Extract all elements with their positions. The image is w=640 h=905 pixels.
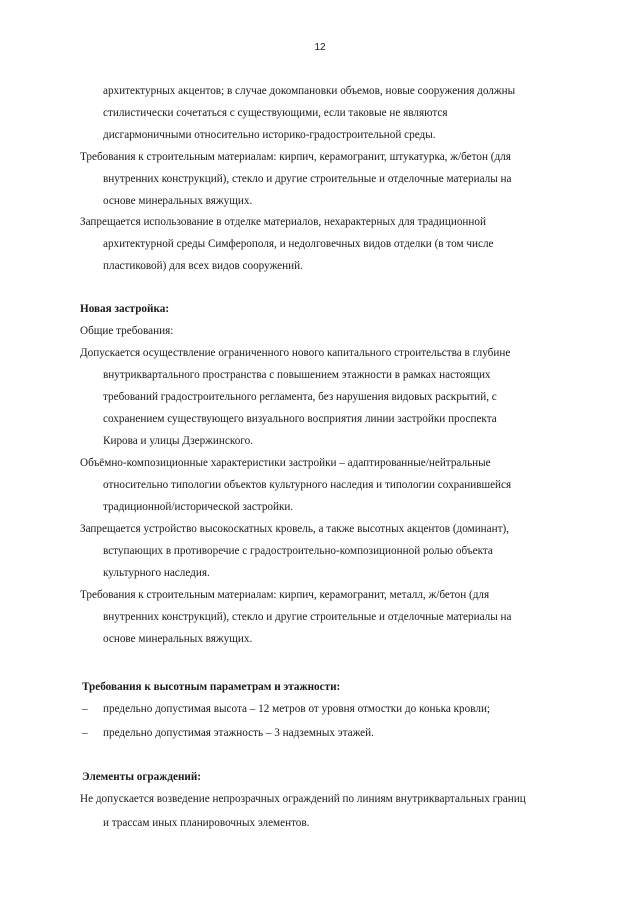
list-item: предельно допустимая этажность – 3 надземных этажей. [103,727,374,739]
text-line: внутренних конструкций), стекло и другие строительные и отделочные материалы на [103,611,512,623]
text-line: основе минеральных вяжущих. [103,195,253,207]
text-line: культурного наследия. [103,567,210,579]
text-line: традиционной/исторической застройки. [103,501,294,513]
section-heading: Новая застройка: [80,303,170,315]
text-line: пластиковой) для всех видов сооружений. [103,260,303,272]
text-line: Допускается осуществление ограниченного нового капитального строительства в глубине [80,347,511,359]
text-line: стилистически сочетаться с существующими, если таковые не являются [103,107,448,119]
page-number: 12 [314,42,326,53]
list-bullet: – [82,703,88,715]
text-line: вступающих в противоречие с градостроительно-композиционной ролью объекта [103,545,493,557]
text-line: Не допускается возведение непрозрачных ограждений по линиям внутриквартальных границ [80,793,526,805]
text-line: Запрещается устройство высокоскатных кровель, а также высотных акцентов (доминант), [80,523,510,535]
text-line: Кирова и улицы Дзержинского. [103,435,254,447]
section-heading: Элементы ограждений: [82,771,202,783]
text-line: дисгармоничными относительно историко-градостроительной среды. [103,129,436,141]
text-line: Требования к строительным материалам: кирпич, керамогранит, штукатурка, ж/бетон (для [80,151,511,163]
text-line: и трассам иных планировочных элементов. [103,817,310,829]
text-line: внутренних конструкций), стекло и другие строительные и отделочные материалы на [103,173,512,185]
text-line: внутриквартального пространства с повышением этажности в рамках настоящих [103,369,491,381]
text-line: архитектурных акцентов; в случае докомпановки объемов, новые сооружения должны [103,85,516,97]
subheading: Общие требования: [80,325,174,337]
text-line: Запрещается использование в отделке материалов, нехарактерных для традиционной [80,216,486,228]
text-line: относительно типологии объектов культурного наследия и типологии сохранившейся [103,479,512,491]
list-bullet: – [82,727,88,739]
list-item: предельно допустимая высота – 12 метров от уровня отмостки до конька кровли; [103,703,491,715]
text-line: требований градостроительного регламента, без нарушения видовых раскрытий, с [103,391,497,403]
text-line: сохранением существующего визуального восприятия линии застройки проспекта [103,413,497,425]
text-line: основе минеральных вяжущих. [103,633,253,645]
text-line: Объёмно-композиционные характеристики застройки – адаптированные/нейтральные [80,457,491,469]
text-line: Требования к строительным материалам: кирпич, керамогранит, металл, ж/бетон (для [80,589,490,601]
section-heading: Требования к высотным параметрам и этажности: [82,681,341,693]
text-line: архитектурной среды Симферополя, и недолговечных видов отделки (в том числе [103,238,494,250]
